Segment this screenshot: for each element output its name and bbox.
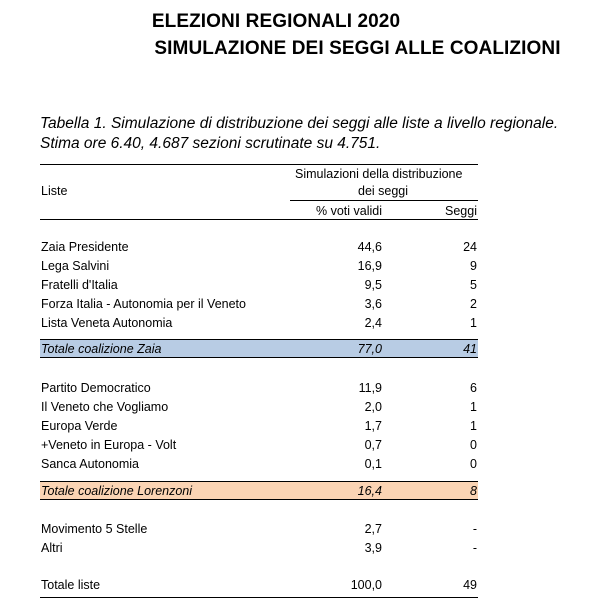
table-row-pct: 1,7: [364, 419, 382, 433]
table-row-seats: 0: [470, 438, 477, 452]
table-top-rule: [40, 164, 478, 165]
table-row-seats: -: [472, 522, 477, 536]
table-row-pct: 0,1: [364, 457, 382, 471]
zaia-total-pct: 77,0: [357, 342, 382, 356]
table-row-name: Movimento 5 Stelle: [41, 522, 148, 536]
table-row-seats: 1: [470, 419, 477, 433]
page-title-line2: SIMULAZIONE DEI SEGGI ALLE COALIZIONI: [154, 38, 561, 59]
table-row-name: Lista Veneta Autonomia: [41, 316, 173, 330]
table-row-seats: -: [472, 541, 477, 555]
table-row-pct: 9,5: [364, 278, 382, 292]
table-row-seats: 24: [463, 240, 477, 254]
table-row-pct: 2,0: [364, 400, 382, 414]
table-caption-line1: Tabella 1. Simulazione di distribuzione dei seggi alle liste a livello regionale.: [40, 115, 559, 132]
lorenzoni-total-pct: 16,4: [357, 484, 382, 498]
table-row-seats: 6: [470, 381, 477, 395]
table-row-pct: 0,7: [364, 438, 382, 452]
header-liste: Liste: [41, 184, 68, 198]
header-sim-line1: Simulazioni della distribuzione: [295, 167, 463, 181]
table-row-name: Partito Democratico: [41, 381, 151, 395]
zaia-total-bottom-rule: [40, 357, 478, 358]
table-row-name: Europa Verde: [41, 419, 118, 433]
lorenzoni-total-bottom-rule: [40, 499, 478, 500]
table-row-name: Lega Salvini: [41, 259, 110, 273]
table-bottom-rule: [40, 597, 478, 598]
table-row-seats: 2: [470, 297, 477, 311]
header-bottom-rule: [40, 219, 478, 220]
zaia-total-name: Totale coalizione Zaia: [41, 342, 162, 356]
table-row-pct: 3,6: [364, 297, 382, 311]
table-row-name: Il Veneto che Vogliamo: [41, 400, 169, 414]
table-row-seats: 0: [470, 457, 477, 471]
table-row-seats: 9: [470, 259, 477, 273]
grand-total-pct: 100,0: [350, 578, 382, 592]
zaia-total-seats: 41: [463, 342, 477, 356]
table-row-seats: 1: [470, 316, 477, 330]
grand-total-seats: 49: [463, 578, 477, 592]
table-row-name: Sanca Autonomia: [41, 457, 139, 471]
table-row-pct: 16,9: [357, 259, 382, 273]
grand-total-name: Totale liste: [41, 578, 101, 592]
table-caption-line2: Stima ore 6.40, 4.687 sezioni scrutinate su 4.751.: [40, 135, 381, 152]
header-seggi: Seggi: [445, 204, 477, 218]
table-row-seats: 1: [470, 400, 477, 414]
table-row-seats: 5: [470, 278, 477, 292]
lorenzoni-total-seats: 8: [470, 484, 477, 498]
header-sub-rule: [290, 200, 478, 201]
table-row-pct: 44,6: [357, 240, 382, 254]
table-row-name: Fratelli d'Italia: [41, 278, 118, 292]
table-row-name: Zaia Presidente: [41, 240, 129, 254]
table-row-pct: 2,4: [364, 316, 382, 330]
table-row-name: Altri: [41, 541, 63, 555]
table-row-pct: 2,7: [364, 522, 382, 536]
page-title-line1: ELEZIONI REGIONALI 2020: [151, 11, 401, 32]
table-row-pct: 3,9: [364, 541, 382, 555]
header-pct: % voti validi: [316, 204, 382, 218]
table-row-name: +Veneto in Europa - Volt: [41, 438, 177, 452]
header-sim-line2: dei seggi: [358, 184, 409, 198]
lorenzoni-total-name: Totale coalizione Lorenzoni: [41, 484, 193, 498]
table-row-pct: 11,9: [358, 381, 382, 395]
table-row-name: Forza Italia - Autonomia per il Veneto: [41, 297, 246, 311]
